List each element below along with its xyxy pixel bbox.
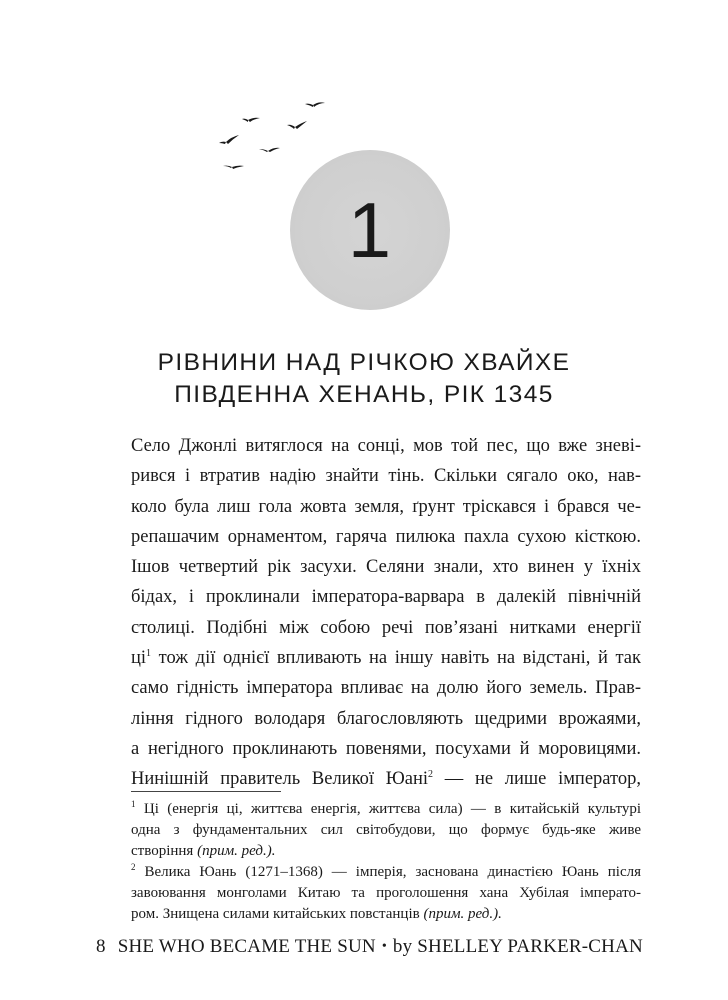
body-line-rest: — не лише імператор, [433, 769, 641, 790]
body-line: Ішов четвертий рік засухи. Селяни знали, хто винен у їхніх [131, 557, 641, 578]
footnote-line: одна з фундаментальних сил світобудови, що формує будь-яке живе [131, 822, 641, 838]
page-footer [96, 936, 643, 958]
author-name: SHELLEY PARKER-CHAN [417, 936, 643, 957]
body-line: рився і втратив надію знайти тінь. Скільки сягало око, нав- [131, 466, 641, 487]
footnote-ref[interactable]: 2 [428, 769, 433, 781]
footer-separator: • [381, 939, 387, 954]
footnote-line: ром. Знищена силами китайських повстанців (прим. ред.). [131, 906, 502, 922]
footnote-marker: 2 [131, 862, 136, 872]
footnote-line: завоювання монголами Китаю та проголошення хана Хубілая імперато- [131, 885, 641, 901]
page-number: 8 [96, 936, 106, 957]
chapter-title: РІВНИНИ НАД РІЧКОЮ ХВАЙХЕ [157, 349, 571, 376]
body-line: коло була лиш гола жовта земля, ґрунт тріскався і брався че- [131, 496, 641, 517]
chapter-subtitle: ПІВДЕННА ХЕНАНЬ, РІК 1345 [174, 381, 554, 408]
book-title: SHE WHO BECAME THE SUN [117, 936, 376, 957]
footnote-divider [131, 791, 281, 792]
body-line: столиці. Подібні між собою речі пов’язані нитками енергії [131, 617, 641, 638]
footnotes [131, 799, 641, 925]
body-line-start: Нинішній правитель Великої Юані [131, 769, 428, 790]
body-line: а негідного проклинають повенями, посухами й моровицями. [131, 738, 641, 759]
chapter-number: 1 [347, 185, 393, 274]
body-line: ління гідного володаря благословляють щедрими врожаями, [131, 708, 641, 729]
body-text [131, 431, 641, 795]
footer-by: by [392, 936, 413, 957]
body-line-start: ці [131, 648, 147, 669]
footnote-line: $^2$ Велика Юань (1271–1368) — імперія, заснована династією Юань після [131, 862, 641, 880]
body-line: репашачим орнаментом, гаряча пилюка пахла сухою кісткою. [131, 526, 641, 547]
body-line: бідах, і проклинали імператора-варвара в далекій північній [131, 587, 641, 608]
body-line [131, 643, 641, 673]
editor-note: (прим. ред.). [423, 906, 502, 922]
editor-note: (прим. ред.). [197, 843, 276, 859]
body-line: Село Джонлі витяглося на сонці, мов той пес, що вже зневі- [131, 436, 641, 456]
body-line-rest: тож дії однієї впливають на іншу навіть на відстані, й так [151, 648, 641, 669]
body-line: само гідність імператора впливає на долю його земель. Прав- [131, 678, 641, 699]
footnote-line: $^1$ Ці (енергія ці, життєва енергія, життєва сила) — в китайській культурі [131, 799, 641, 817]
footnote-marker: 1 [131, 799, 136, 809]
footnote-line: створіння (прим. ред.). [131, 843, 276, 859]
footnote-ref[interactable]: 1 [146, 648, 152, 660]
